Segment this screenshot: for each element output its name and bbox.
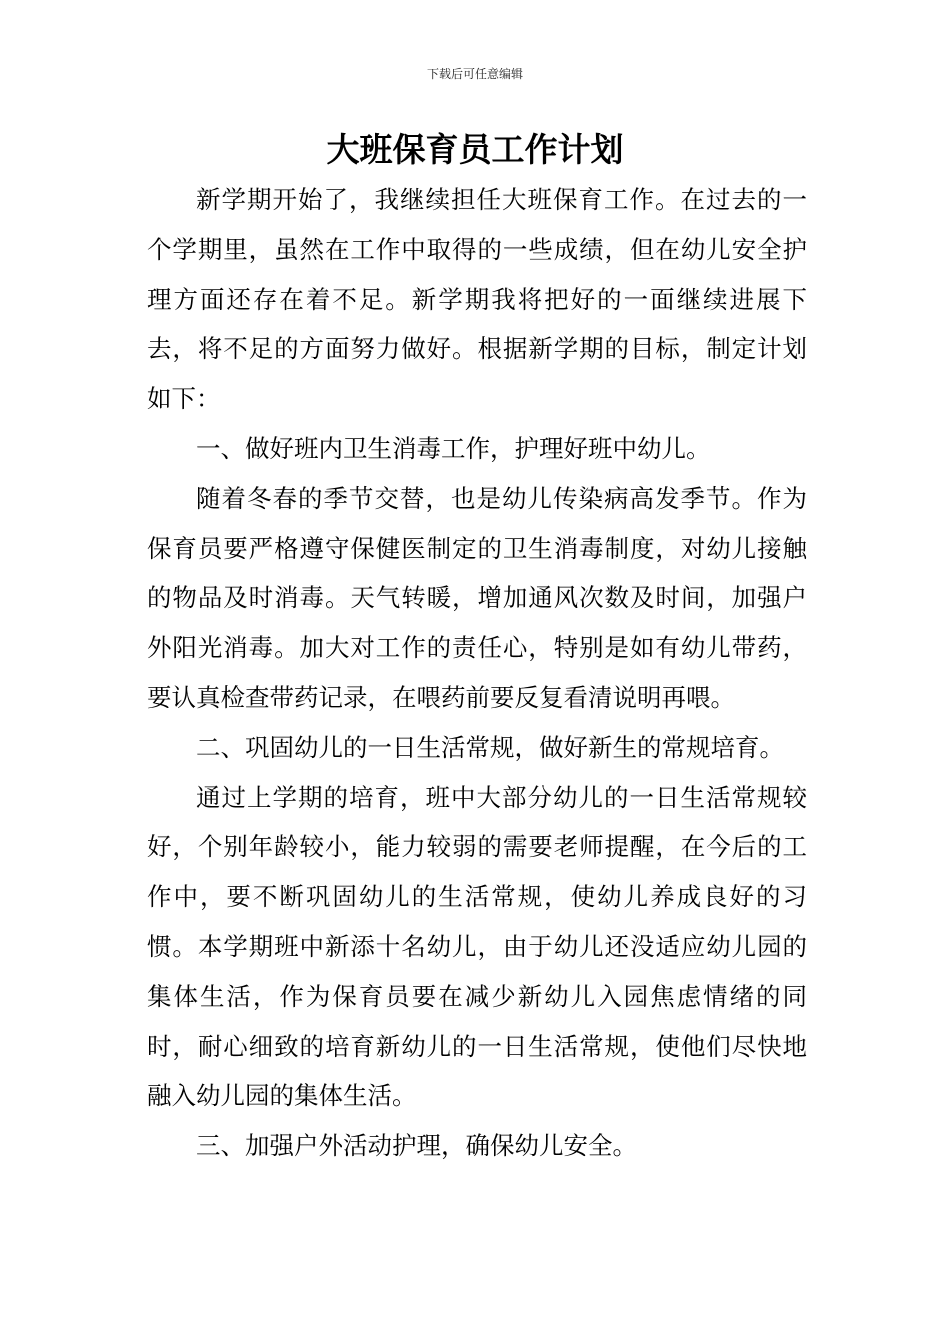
section-heading-1: 一、做好班内卫生消毒工作，护理好班中幼儿。 (196, 433, 711, 463)
document-title: 大班保育员工作计划 (326, 130, 624, 169)
section-paragraph-1: 随着冬春的季节交替，也是幼儿传染病高发季节。作为保育员要严格遵守保健医制定的卫生消毒制度，对幼儿接触的物品及时消毒。天气转暖，增加通风次数及时间，加强户外阳光消毒。加大对工作的责任心，特别是如有幼儿带药，要认真检查带药记录，在喂药前要反复看清说明再喂。 (147, 483, 807, 712)
document-body (147, 175, 807, 1171)
header-note: 下载后可任意编辑 (426, 67, 523, 81)
section-heading-3: 三、加强户外活动护理，确保幼儿安全。 (196, 1131, 637, 1161)
section-paragraph-2: 通过上学期的培育，班中大部分幼儿的一日生活常规较好，个别年龄较小，能力较弱的需要老师提醒，在今后的工作中，要不断巩固幼儿的生活常规，使幼儿养成良好的习惯。本学期班中新添十名幼儿，由于幼儿还没适应幼儿园的集体生活，作为保育员要在减少新幼儿入园焦虑情绪的同时，耐心细致的培育新幼儿的一日生活常规，使他们尽快地融入幼儿园的集体生活。 (147, 782, 807, 1111)
section-heading-2: 二、巩固幼儿的一日生活常规，做好新生的常规培育。 (196, 732, 784, 762)
intro-paragraph: 新学期开始了，我继续担任大班保育工作。在过去的一个学期里，虽然在工作中取得的一些成绩，但在幼儿安全护理方面还存在着不足。新学期我将把好的一面继续进展下去，将不足的方面努力做好。根据新学期的目标，制定计划如下： (147, 185, 807, 414)
